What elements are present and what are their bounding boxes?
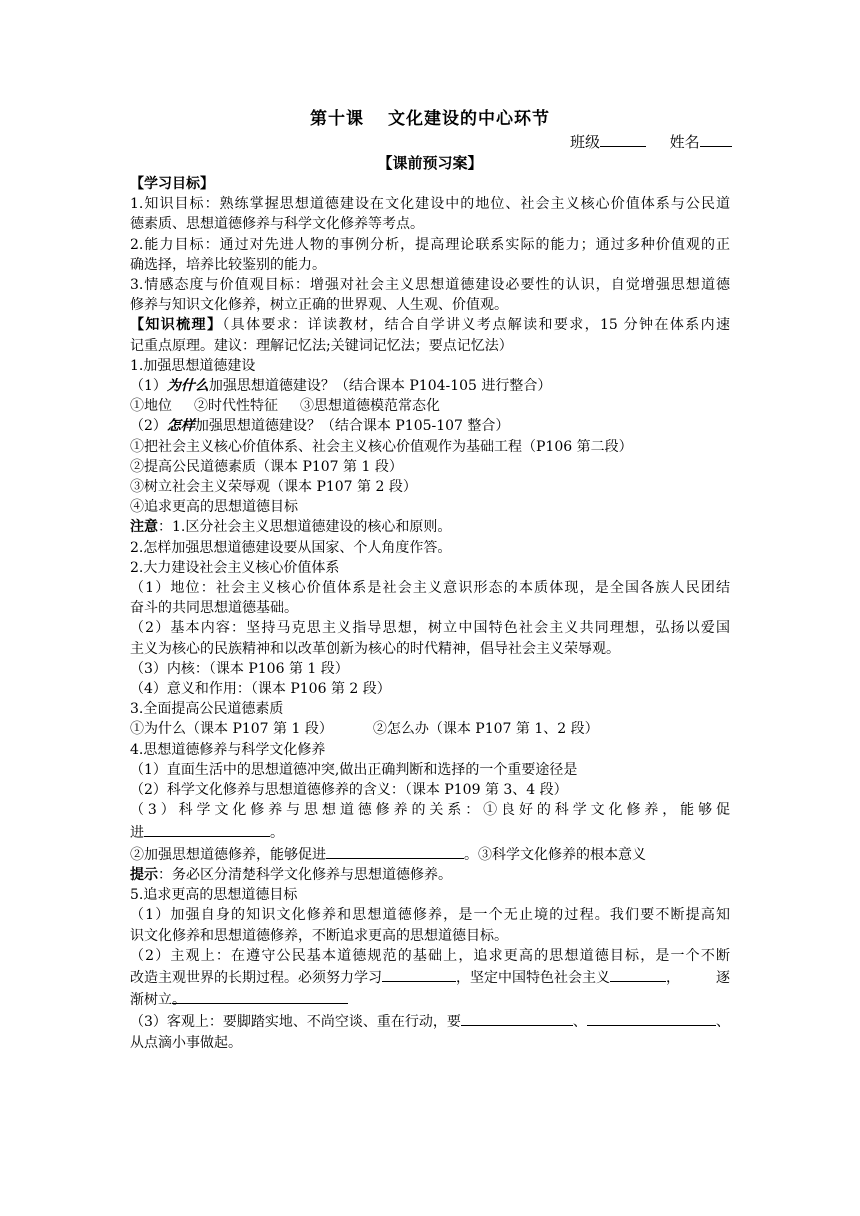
note-text-1: ：1.区分社会主义思想道德建设的核心和原则。 (158, 519, 452, 536)
s1-w3: ③树立社会主义荣辱观（课本 P107 第 2 段） (130, 479, 417, 496)
s1-note-2: 2.怎样加强思想道德建设要从国家、个人角度作答。 (130, 539, 452, 556)
s1-answers (130, 396, 730, 416)
knowledge-req-b: 记重点原理。建议：理解记忆法;关键词记忆法；要点记忆法） (130, 337, 513, 354)
s1-q1-pre: （1） (130, 378, 167, 395)
s5-p3a2: 、 (572, 1014, 587, 1031)
name-blank (700, 131, 732, 147)
s1-a1: ①地位 (130, 398, 172, 415)
lesson-title: 文化建设的中心环节 (388, 109, 550, 129)
s3-title: 3.全面提高公民道德素质 (130, 701, 284, 718)
lesson-number: 第十课 (310, 109, 364, 129)
blank-7 (587, 1010, 716, 1026)
blank-4 (610, 966, 666, 982)
goal-3a: 3.情感态度与价值观目标：增强对社会主义思想道德建设必要性的认识，自觉增强思想道德 (130, 277, 730, 294)
s1-q2 (130, 416, 730, 436)
s4-p3a: （3）科学文化修养与思想道德修养的关系：①良好的科学文化修养，能够促 (130, 802, 730, 819)
s5-title: 5.追求更高的思想道德目标 (130, 887, 298, 904)
s2-p2a: （2）基本内容：坚持马克思主义指导思想，树立中国特色社会主义共同理想，弘扬以爱国 (130, 620, 730, 637)
goal-1b: 德素质、思想道德修养与科学文化修养等考点。 (130, 216, 424, 233)
s4-p3b (130, 821, 730, 843)
document-body (130, 174, 730, 1053)
s5-p2c (130, 988, 730, 1010)
s5-p2b2: ，坚定中国特色社会主义 (456, 969, 610, 986)
s1-w2: ②提高公民道德素质（课本 P107 第 1 段） (130, 458, 403, 475)
blank-1 (144, 821, 270, 837)
s1-w1: ①把社会主义核心价值体系、社会主义核心价值观作为基础工程（P106 第二段） (130, 438, 633, 455)
s4-title: 4.思想道德修养与科学文化修养 (130, 741, 326, 758)
s3-b: ②怎么办（课本 P107 第 1、2 段） (372, 721, 599, 738)
knowledge-line-a (130, 315, 730, 335)
name-label: 姓名 (669, 133, 700, 151)
s5-p3a3: 、 (716, 1014, 730, 1031)
tip-label: 提示 (130, 866, 158, 883)
knowledge-header: 【知识梳理】 (130, 317, 223, 334)
tip-text: ：务必区分清楚科学文化修养与思想道德修养。 (158, 866, 452, 883)
s1-a2: ②时代性特征 (194, 398, 278, 415)
s1-q2-pre: （2） (130, 418, 167, 435)
s1-q1-em: 为什么 (166, 378, 209, 395)
s1-q1 (130, 376, 730, 396)
goal-2b: 确选择，培养比较鉴别的能力。 (130, 256, 326, 273)
s5-p3a (130, 1010, 730, 1032)
s2-p2b: 主义为核心的民族精神和以改革创新为核心的时代精神，倡导社会主义荣辱观。 (130, 640, 620, 657)
s5-p3b: 从点滴小事做起。 (130, 1034, 242, 1051)
page-title (0, 104, 860, 129)
s2-p1a: （1）地位：社会主义核心价值体系是社会主义意识形态的本质体现，是全国各族人民团结 (130, 580, 730, 597)
s5-p3a1: （3）客观上：要脚踏实地、不尚空谈、重在行动，要 (130, 1014, 461, 1031)
blank-6 (461, 1010, 573, 1026)
s4-p4a-text: ②加强思想道德修养，能够促进 (130, 846, 326, 863)
s1-title: 1.加强思想道德建设 (130, 357, 256, 374)
blank-2 (326, 843, 464, 859)
s2-p3: （3）内核：（课本 P106 第 1 段） (130, 660, 349, 677)
class-blank (600, 131, 646, 147)
s5-p2a: （2）主观上：在遵守公民基本道德规范的基础上，追求更高的思想道德目标，是一个不断 (130, 947, 730, 964)
s1-q1-post: 加强思想道德建设？（结合课本 P104-105 进行整合） (208, 378, 552, 395)
s4-p4 (130, 843, 730, 865)
s5-p1a: （1）加强自身的知识文化修养和思想道德修养，是一个无止境的过程。我们要不断提高知 (130, 907, 730, 924)
s3-a: ①为什么（课本 P107 第 1 段） (130, 721, 333, 738)
s5-p2b1: 改造主观世界的长期过程。必须努力学习 (130, 969, 382, 986)
class-label: 班级 (570, 133, 601, 151)
s5-p2b (130, 966, 730, 988)
class-name-line (570, 131, 732, 152)
goals-header: 【学习目标】 (130, 176, 214, 192)
s5-p2c1: 渐树立 (130, 992, 172, 1009)
s5-p1b: 识文化修养和思想道德修养，不断追求更高的思想道德目标。 (130, 927, 508, 944)
s4-p1: （1）直面生活中的思想道德冲突,做出正确判断和选择的一个重要途径是 (130, 761, 578, 778)
s1-note-1 (130, 517, 730, 537)
s5-p2b3: ， (666, 969, 680, 986)
s5-p2b4: 逐 (716, 969, 730, 986)
s5-p2c2: 。 (172, 992, 186, 1009)
s4-p2: （2）科学文化修养与思想道德修养的含义：（课本 P109 第 3、4 段） (130, 782, 568, 799)
s4-tip (130, 865, 730, 885)
goal-1a: 1.知识目标：熟练掌握思想道德建设在文化建设中的地位、社会主义核心价值体系与公民道 (130, 196, 730, 213)
knowledge-req-a: （具体要求：详读教材，结合自学讲义考点解读和要求，15 分钟在体系内速 (222, 317, 730, 334)
s1-q2-em: 怎样 (166, 418, 195, 435)
section-header: 【课前预习案】 (377, 154, 483, 172)
s2-p1b: 奋斗的共同思想道德基础。 (130, 600, 298, 617)
blank-5 (172, 988, 348, 1004)
goal-3b: 修养与知识文化修养，树立正确的世界观、人生观、价值观。 (130, 297, 508, 314)
s1-a3: ③思想道德模范常态化 (300, 398, 440, 415)
goal-2a: 2.能力目标：通过对先进人物的事例分析，提高理论联系实际的能力；通过多种价值观的正 (130, 236, 730, 253)
s4-p3c-text: 。 (270, 824, 284, 841)
s1-w4: ④追求更高的思想道德目标 (130, 499, 298, 516)
note-label: 注意 (130, 519, 158, 536)
s2-title: 2.大力建设社会主义核心价值体系 (130, 559, 340, 576)
s3-line (130, 719, 730, 739)
s4-p3b-text: 进 (130, 824, 144, 841)
s2-p4: （4）意义和作用：（课本 P106 第 2 段） (130, 681, 391, 698)
blank-3 (382, 966, 456, 982)
s1-q2-post: 加强思想道德建设？（结合课本 P105-107 整合） (194, 418, 510, 435)
s4-p4b-text: 。③科学文化修养的根本意义 (464, 846, 646, 863)
